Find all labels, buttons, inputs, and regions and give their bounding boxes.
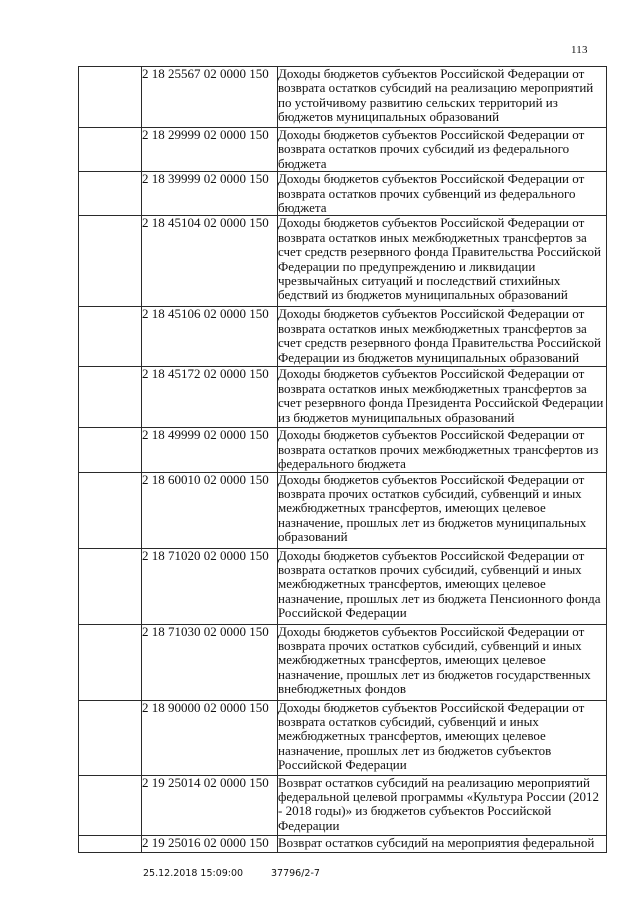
description-cell: Доходы бюджетов субъектов Российской Федерации от возврата прочих остатков субсидий, субвенций и иных межбюджетных трансфертов, имеющих целевое назначение, прошлых лет из бюджетов муниципальных образований — [278, 472, 607, 548]
empty-cell — [79, 128, 142, 172]
description-cell: Доходы бюджетов субъектов Российской Федерации от возврата остатков прочих субсидий, субвенций и иных межбюджетных трансфертов, имеющих целевое назначение, прошлых лет из бюджета Пенсионного фонда Российской Федерации — [278, 548, 607, 624]
description-cell: Доходы бюджетов субъектов Российской Федерации от возврата остатков субсидий на реализацию мероприятий по устойчивому развитию сельских территорий из бюджетов муниципальных образований — [278, 67, 607, 128]
empty-cell — [79, 307, 142, 367]
description-cell: Доходы бюджетов субъектов Российской Федерации от возврата остатков иных межбюджетных трансфертов за счет резервного фонда Президента Российской Федерации из бюджетов муниципальных образований — [278, 367, 607, 428]
code-cell: 2 18 71030 02 0000 150 — [142, 624, 278, 700]
description-cell: Доходы бюджетов субъектов Российской Федерации от возврата прочих остатков субсидий, субвенций и иных межбюджетных трансфертов, имеющих целевое назначение, прошлых лет из бюджетов государственных внебюджетных фондов — [278, 624, 607, 700]
empty-cell — [79, 367, 142, 428]
table-row — [79, 835, 607, 852]
code-cell: 2 18 90000 02 0000 150 — [142, 700, 278, 775]
table-row — [79, 67, 607, 128]
table-row — [79, 700, 607, 775]
empty-cell — [79, 775, 142, 835]
code-cell: 2 18 71020 02 0000 150 — [142, 548, 278, 624]
code-cell: 2 18 25567 02 0000 150 — [142, 67, 278, 128]
footer-document-code: 37796/2-7 — [271, 868, 320, 879]
description-cell: Доходы бюджетов субъектов Российской Федерации от возврата остатков прочих межбюджетных трансфертов из федерального бюджета — [278, 428, 607, 472]
empty-cell — [79, 216, 142, 307]
empty-cell — [79, 67, 142, 128]
description-cell: Доходы бюджетов субъектов Российской Федерации от возврата остатков прочих субсидий из федерального бюджета — [278, 128, 607, 172]
empty-cell — [79, 700, 142, 775]
table-row — [79, 624, 607, 700]
empty-cell — [79, 548, 142, 624]
footer-timestamp: 25.12.2018 15:09:00 — [143, 868, 244, 879]
table-row — [79, 307, 607, 367]
table-row — [79, 128, 607, 172]
empty-cell — [79, 172, 142, 216]
code-cell: 2 19 25014 02 0000 150 — [142, 775, 278, 835]
code-cell: 2 18 45106 02 0000 150 — [142, 307, 278, 367]
budget-classification-table — [78, 66, 607, 853]
table-row — [79, 428, 607, 472]
empty-cell — [79, 472, 142, 548]
code-cell: 2 18 60010 02 0000 150 — [142, 472, 278, 548]
code-cell: 2 18 39999 02 0000 150 — [142, 172, 278, 216]
description-cell: Доходы бюджетов субъектов Российской Федерации от возврата остатков субсидий, субвенций и иных межбюджетных трансфертов, имеющих целевое назначение, прошлых лет из бюджетов субъектов Российской Федерации — [278, 700, 607, 775]
description-cell: Доходы бюджетов субъектов Российской Федерации от возврата остатков иных межбюджетных трансфертов за счет средств резервного фонда Правительства Российской Федерации из бюджетов муниципальных образований — [278, 307, 607, 367]
table-row — [79, 216, 607, 307]
description-cell: Доходы бюджетов субъектов Российской Федерации от возврата остатков прочих субвенций из федерального бюджета — [278, 172, 607, 216]
code-cell: 2 18 29999 02 0000 150 — [142, 128, 278, 172]
code-cell: 2 18 49999 02 0000 150 — [142, 428, 278, 472]
empty-cell — [79, 835, 142, 852]
table-row — [79, 548, 607, 624]
code-cell: 2 19 25016 02 0000 150 — [142, 835, 278, 852]
description-cell: Возврат остатков субсидий на мероприятия федеральной — [278, 835, 607, 852]
code-cell: 2 18 45104 02 0000 150 — [142, 216, 278, 307]
description-cell: Доходы бюджетов субъектов Российской Федерации от возврата остатков иных межбюджетных трансфертов за счет средств резервного фонда Правительства Российской Федерации по предупреждению и ликвидации чрезвычайных ситуаций и последствий стихийных бедствий из бюджетов муниципальных образований — [278, 216, 607, 307]
table-row — [79, 472, 607, 548]
empty-cell — [79, 624, 142, 700]
description-cell: Возврат остатков субсидий на реализацию мероприятий федеральной целевой программы «Культура России (2012 - 2018 годы)» из бюджетов субъектов Российской Федерации — [278, 775, 607, 835]
table-row — [79, 775, 607, 835]
table-row — [79, 367, 607, 428]
page-number: 113 — [571, 44, 588, 56]
empty-cell — [79, 428, 142, 472]
code-cell: 2 18 45172 02 0000 150 — [142, 367, 278, 428]
table-row — [79, 172, 607, 216]
